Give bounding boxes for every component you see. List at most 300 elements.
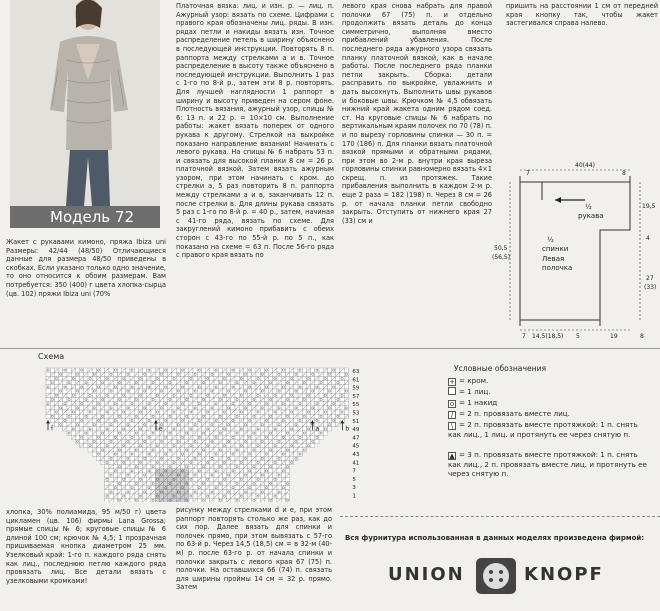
chart-cell <box>164 406 168 410</box>
chart-cell <box>227 473 231 477</box>
chart-cell <box>239 448 243 452</box>
chart-cell <box>84 381 88 385</box>
chart-cell <box>126 389 130 393</box>
chart-cell <box>315 381 319 385</box>
chart-cell <box>298 423 302 427</box>
chart-cell <box>218 469 222 473</box>
chart-cell <box>214 486 218 490</box>
chart-cell <box>323 393 327 397</box>
chart-cell <box>67 418 71 422</box>
chart-cell <box>130 385 134 389</box>
chart-cell <box>239 397 243 401</box>
chart-cell <box>273 389 277 393</box>
button-logo-icon <box>474 556 518 596</box>
chart-cell <box>130 486 134 490</box>
chart-cell <box>290 439 294 443</box>
chart-cell <box>164 486 168 490</box>
chart-cell <box>88 448 92 452</box>
yarn-over-icon: o <box>449 400 455 408</box>
chart-cell <box>231 368 235 372</box>
chart-cell <box>260 393 264 397</box>
chart-cell <box>126 376 130 380</box>
chart-cell <box>235 477 239 481</box>
chart-cell <box>260 490 264 494</box>
chart-cell <box>143 410 147 414</box>
chart-cell <box>147 448 151 452</box>
chart-cell <box>218 494 222 498</box>
chart-cell <box>285 427 289 431</box>
chart-cell <box>155 473 159 477</box>
chart-cell <box>71 393 75 397</box>
chart-cell <box>239 439 243 443</box>
chart-cell <box>159 385 163 389</box>
chart-cell <box>117 448 121 452</box>
chart-cell <box>281 406 285 410</box>
chart-cell <box>227 456 231 460</box>
chart-cell <box>180 439 184 443</box>
chart-cell <box>273 460 277 464</box>
chart-cell <box>117 381 121 385</box>
chart-cell <box>88 376 92 380</box>
chart-row-number: 49 <box>352 427 360 434</box>
chart-cell <box>260 372 264 376</box>
chart-cell <box>84 431 88 435</box>
chart-cell <box>298 435 302 439</box>
chart-cell <box>168 418 172 422</box>
jacket-photo-illustration <box>10 0 160 206</box>
chart-cell <box>306 372 310 376</box>
chart-cell <box>126 477 130 481</box>
chart-row <box>105 469 290 473</box>
chart-row-number: 3 <box>352 485 356 492</box>
chart-cell <box>180 402 184 406</box>
chart-cell <box>180 385 184 389</box>
chart-cell <box>222 427 226 431</box>
chart-cell <box>193 460 197 464</box>
chart-cell <box>109 469 113 473</box>
chart-cell <box>193 452 197 456</box>
chart-cell <box>109 490 113 494</box>
chart-cell <box>59 418 63 422</box>
chart-cell <box>122 498 126 502</box>
chart-cell <box>96 389 100 393</box>
chart-cell <box>138 477 142 481</box>
chart-cell <box>130 423 134 427</box>
chart-cell <box>273 465 277 469</box>
chart-cell <box>290 456 294 460</box>
chart-cell <box>197 452 201 456</box>
hardware-note: Вся фурнитура использованная в данных моделях произведена фирмой: <box>345 534 645 542</box>
chart-cell <box>222 410 226 414</box>
chart-cell <box>248 469 252 473</box>
chart-cell <box>168 397 172 401</box>
chart-cell <box>88 423 92 427</box>
chart-cell <box>239 427 243 431</box>
scheme-title: Схема <box>38 352 65 361</box>
chart-cell <box>134 477 138 481</box>
chart-cell <box>180 435 184 439</box>
chart-cell <box>302 448 306 452</box>
chart-cell <box>269 435 273 439</box>
chart-cell <box>260 427 264 431</box>
chart-cell <box>151 418 155 422</box>
chart-cell <box>306 406 310 410</box>
chart-cell <box>252 460 256 464</box>
chart-cell <box>277 439 281 443</box>
chart-cell <box>277 435 281 439</box>
chart-cell <box>315 414 319 418</box>
brand-right: KNOPF <box>524 564 604 585</box>
chart-cell <box>227 452 231 456</box>
chart-cell <box>143 376 147 380</box>
chart-cell <box>122 376 126 380</box>
chart-cell <box>311 385 315 389</box>
chart-cell <box>311 393 315 397</box>
chart-cell <box>281 448 285 452</box>
chart-cell <box>197 385 201 389</box>
chart-cell <box>273 406 277 410</box>
chart-cell <box>113 397 117 401</box>
chart-cell <box>243 427 247 431</box>
chart-cell <box>155 376 159 380</box>
chart-cell <box>168 381 172 385</box>
chart-cell <box>327 418 331 422</box>
chart-cell <box>264 402 268 406</box>
chart-cell <box>285 381 289 385</box>
chart-cell <box>336 397 340 401</box>
chart-cell <box>319 381 323 385</box>
chart-cell <box>126 473 130 477</box>
chart-row <box>63 427 332 431</box>
chart-cell <box>222 498 226 502</box>
chart-cell <box>193 444 197 448</box>
chart-cell <box>96 402 100 406</box>
chart-cell <box>285 481 289 485</box>
chart-cell <box>193 418 197 422</box>
chart-cell <box>88 389 92 393</box>
chart-cell <box>235 460 239 464</box>
chart-cell <box>327 423 331 427</box>
chart-cell <box>151 376 155 380</box>
chart-cell <box>201 418 205 422</box>
chart-cell <box>109 393 113 397</box>
chart-cell <box>75 439 79 443</box>
chart-cell <box>290 414 294 418</box>
chart-cell <box>344 393 348 397</box>
chart-cell <box>269 431 273 435</box>
chart-cell <box>214 414 218 418</box>
chart-cell <box>122 410 126 414</box>
chart-cell <box>281 397 285 401</box>
chart-cell <box>113 486 117 490</box>
chart-cell <box>206 410 210 414</box>
chart-cell <box>319 397 323 401</box>
chart-cell <box>189 376 193 380</box>
chart-cell <box>235 381 239 385</box>
chart-cell <box>218 431 222 435</box>
chart-cell <box>159 406 163 410</box>
chart-cell <box>344 376 348 380</box>
chart-cell <box>147 423 151 427</box>
chart-cell <box>227 368 231 372</box>
chart-cell <box>260 423 264 427</box>
chart-cell <box>189 423 193 427</box>
chart-cell <box>256 481 260 485</box>
chart-cell <box>50 410 54 414</box>
chart-cell <box>155 498 159 502</box>
chart-cell <box>134 427 138 431</box>
chart-cell <box>315 435 319 439</box>
chart-cell <box>235 414 239 418</box>
chart-cell <box>96 448 100 452</box>
chart-cell <box>75 418 79 422</box>
chart-cell <box>176 385 180 389</box>
legend <box>448 364 658 494</box>
chart-cell <box>260 368 264 372</box>
chart-cell <box>151 393 155 397</box>
chart-cell <box>210 423 214 427</box>
chart-cell <box>151 414 155 418</box>
chart-cell <box>75 372 79 376</box>
chart-cell <box>88 444 92 448</box>
chart-cell <box>256 431 260 435</box>
chart-cell <box>323 406 327 410</box>
chart-cell <box>264 414 268 418</box>
chart-cell <box>248 452 252 456</box>
chart-cell <box>92 439 96 443</box>
chart-cell <box>315 418 319 422</box>
chart-cell <box>298 402 302 406</box>
chart-cell <box>138 481 142 485</box>
chart-cell <box>277 456 281 460</box>
chart-cell <box>264 372 268 376</box>
chart-cell <box>344 385 348 389</box>
chart-cell <box>164 402 168 406</box>
chart-cell <box>180 389 184 393</box>
chart-cell <box>134 469 138 473</box>
chart-cell <box>130 368 134 372</box>
chart-cell <box>147 402 151 406</box>
chart-cell <box>206 397 210 401</box>
chart-cell <box>155 410 159 414</box>
chart-cell <box>214 448 218 452</box>
chart-cell <box>151 465 155 469</box>
chart-cell <box>130 452 134 456</box>
chart-cell <box>252 481 256 485</box>
chart-cell <box>67 381 71 385</box>
chart-cell <box>176 439 180 443</box>
chart-cell <box>80 423 84 427</box>
chart-cell <box>340 389 344 393</box>
chart-cell <box>63 418 67 422</box>
chart-cell <box>126 494 130 498</box>
chart-cell <box>340 381 344 385</box>
chart-cell <box>130 498 134 502</box>
chart-cell <box>84 444 88 448</box>
chart-cell <box>210 376 214 380</box>
chart-cell <box>344 410 348 414</box>
chart-cell <box>298 431 302 435</box>
chart-cell <box>218 381 222 385</box>
chart-cell <box>235 368 239 372</box>
chart-cell <box>193 486 197 490</box>
chart-cell <box>294 372 298 376</box>
chart-cell <box>143 427 147 431</box>
chart-cell <box>206 448 210 452</box>
chart-cell <box>235 376 239 380</box>
chart-cell <box>134 460 138 464</box>
chart-cell <box>151 486 155 490</box>
chart-cell <box>269 376 273 380</box>
chart-cell <box>332 372 336 376</box>
chart-cell <box>277 410 281 414</box>
chart-cell <box>327 385 331 389</box>
chart-cell <box>315 439 319 443</box>
dim-right-4: (33) <box>644 284 657 291</box>
chart-cell <box>231 465 235 469</box>
chart-cell <box>243 444 247 448</box>
chart-cell <box>180 498 184 502</box>
chart-cell <box>185 427 189 431</box>
chart-cell <box>63 368 67 372</box>
chart-cell <box>185 410 189 414</box>
chart-cell <box>235 410 239 414</box>
chart-cell <box>189 481 193 485</box>
chart-row-number: 55 <box>352 402 360 409</box>
chart-cell <box>248 397 252 401</box>
chart-cell <box>109 477 113 481</box>
chart-cell <box>147 486 151 490</box>
chart-cell <box>172 376 176 380</box>
chart-cell <box>273 414 277 418</box>
chart-cell <box>176 473 180 477</box>
chart-cell <box>84 435 88 439</box>
chart-cell <box>88 414 92 418</box>
chart-cell <box>298 414 302 418</box>
chart-cell <box>243 406 247 410</box>
chart-cell <box>143 456 147 460</box>
chart-cell <box>75 423 79 427</box>
chart-cell <box>281 402 285 406</box>
chart-cell <box>227 486 231 490</box>
chart-row <box>46 397 348 401</box>
chart-cell <box>298 418 302 422</box>
chart-cell <box>264 389 268 393</box>
chart-cell <box>323 414 327 418</box>
chart-cell <box>285 435 289 439</box>
chart-cell <box>151 402 155 406</box>
chart-cell <box>285 465 289 469</box>
chart-cell <box>193 473 197 477</box>
chart-cell <box>134 418 138 422</box>
chart-cell <box>147 397 151 401</box>
chart-cell <box>311 435 315 439</box>
chart-cell <box>172 490 176 494</box>
chart-cell <box>252 486 256 490</box>
chart-cell <box>206 393 210 397</box>
chart-cell <box>285 397 289 401</box>
chart-cell <box>264 469 268 473</box>
chart-cell <box>285 452 289 456</box>
dim-right-3: 27 <box>646 275 654 282</box>
chart-cell <box>101 448 105 452</box>
chart-cell <box>277 490 281 494</box>
chart-cell <box>168 469 172 473</box>
chart-cell <box>197 414 201 418</box>
chart-cell <box>197 431 201 435</box>
chart-cell <box>126 456 130 460</box>
chart-cell <box>109 389 113 393</box>
chart-cell <box>269 465 273 469</box>
chart-cell <box>206 372 210 376</box>
chart-cell <box>176 477 180 481</box>
chart-cell <box>180 406 184 410</box>
chart-cell <box>315 389 319 393</box>
chart-cell <box>92 406 96 410</box>
chart-cell <box>252 477 256 481</box>
chart-cell <box>147 431 151 435</box>
chart-cell <box>105 465 109 469</box>
chart-cell <box>113 469 117 473</box>
chart-cell <box>285 402 289 406</box>
chart-row <box>46 414 348 418</box>
chart-cell <box>222 477 226 481</box>
chart-cell <box>172 393 176 397</box>
chart-cell <box>256 473 260 477</box>
dim-left-1: 50,5 <box>494 245 508 252</box>
chart-cell <box>311 402 315 406</box>
chart-cell <box>130 402 134 406</box>
chart-cell <box>273 376 277 380</box>
chart-cell <box>54 406 58 410</box>
chart-cell <box>88 397 92 401</box>
chart-cell <box>193 477 197 481</box>
chart-cell <box>164 423 168 427</box>
chart-cell <box>281 385 285 389</box>
chart-cell <box>71 376 75 380</box>
chart-cell <box>130 481 134 485</box>
chart-row <box>105 477 290 481</box>
chart-cell <box>164 498 168 502</box>
chart-cell <box>227 406 231 410</box>
chart-cell <box>285 418 289 422</box>
dim-bottom-3: 5 <box>576 333 580 340</box>
chart-cell <box>172 414 176 418</box>
chart-cell <box>84 402 88 406</box>
chart-cell <box>143 460 147 464</box>
chart-cell <box>201 431 205 435</box>
chart-cell <box>126 393 130 397</box>
chart-cell <box>306 410 310 414</box>
label-left-front: Левая <box>542 255 565 263</box>
chart-cell <box>294 376 298 380</box>
chart-cell <box>138 444 142 448</box>
chart-cell <box>113 448 117 452</box>
chart-cell <box>252 368 256 372</box>
chart-cell <box>302 397 306 401</box>
chart-row <box>46 368 348 372</box>
chart-cell <box>168 427 172 431</box>
chart-cell <box>185 418 189 422</box>
chart-cell <box>269 410 273 414</box>
chart-cell <box>185 397 189 401</box>
chart-cell <box>176 490 180 494</box>
chart-cell <box>185 469 189 473</box>
chart-cell <box>193 389 197 393</box>
chart-cell <box>231 435 235 439</box>
chart-cell <box>105 389 109 393</box>
chart-cell <box>105 481 109 485</box>
